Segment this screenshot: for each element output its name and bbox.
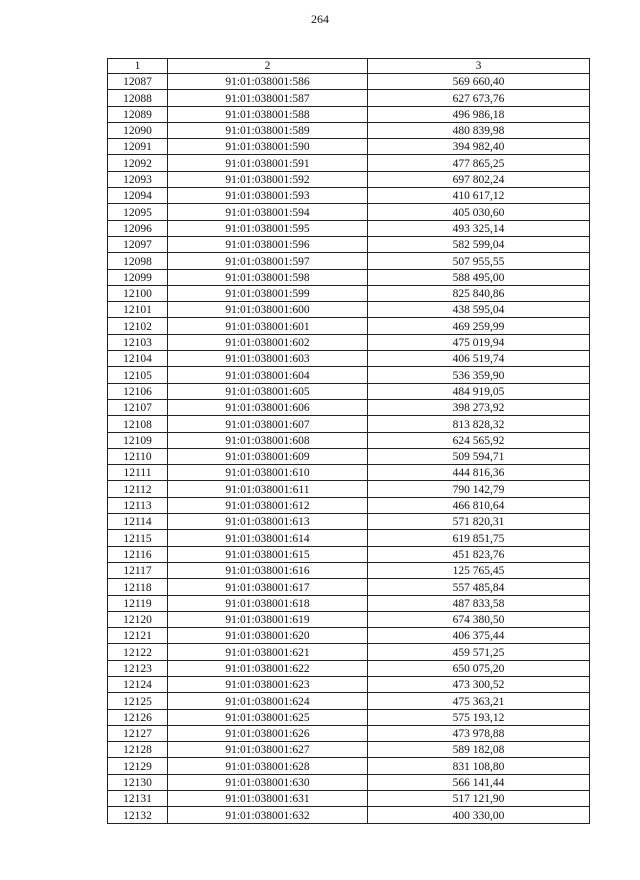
cadastral-value-cell: 487 833,58 [368,595,590,611]
cadastral-value-cell: 405 030,60 [368,204,590,220]
table-row [108,367,590,383]
table-row [108,481,590,497]
cadastral-value-cell: 493 325,14 [368,220,590,236]
cadastral-number-cell: 91:01:038001:623 [168,676,368,692]
row-number-cell: 12125 [108,693,168,709]
cadastral-number-cell: 91:01:038001:628 [168,758,368,774]
cadastral-number-cell: 91:01:038001:622 [168,660,368,676]
cadastral-number-cell: 91:01:038001:604 [168,367,368,383]
table-row [108,514,590,530]
cadastral-value-cell: 557 485,84 [368,579,590,595]
table-row [108,579,590,595]
cadastral-value-cell: 480 839,98 [368,122,590,138]
cadastral-number-cell: 91:01:038001:616 [168,562,368,578]
row-number-cell: 12114 [108,514,168,530]
cadastral-number-cell: 91:01:038001:586 [168,74,368,90]
table-row [108,725,590,741]
cadastral-number-cell: 91:01:038001:594 [168,204,368,220]
cadastral-value-cell: 619 851,75 [368,530,590,546]
table-row [108,220,590,236]
row-number-cell: 12089 [108,106,168,122]
row-number-cell: 12090 [108,122,168,138]
row-number-cell: 12105 [108,367,168,383]
row-number-cell: 12102 [108,318,168,334]
cadastral-number-cell: 91:01:038001:618 [168,595,368,611]
cadastral-number-cell: 91:01:038001:598 [168,269,368,285]
table-row [108,188,590,204]
table-row [108,90,590,106]
cadastral-value-cell: 813 828,32 [368,416,590,432]
cadastral-value-cell: 517 121,90 [368,791,590,807]
cadastral-number-cell: 91:01:038001:607 [168,416,368,432]
table-row [108,285,590,301]
cadastral-value-cell: 444 816,36 [368,465,590,481]
column-header-3: 3 [368,59,590,74]
row-number-cell: 12126 [108,709,168,725]
cadastral-value-cell: 496 986,18 [368,106,590,122]
cadastral-value-cell: 569 660,40 [368,74,590,90]
cadastral-number-cell: 91:01:038001:608 [168,432,368,448]
cadastral-number-cell: 91:01:038001:595 [168,220,368,236]
row-number-cell: 12127 [108,725,168,741]
row-number-cell: 12116 [108,546,168,562]
row-number-cell: 12108 [108,416,168,432]
row-number-cell: 12096 [108,220,168,236]
cadastral-number-cell: 91:01:038001:610 [168,465,368,481]
cadastral-number-cell: 91:01:038001:631 [168,791,368,807]
table-row [108,171,590,187]
table-row [108,530,590,546]
row-number-cell: 12104 [108,351,168,367]
cadastral-value-cell: 394 982,40 [368,139,590,155]
table-row [108,155,590,171]
table-row [108,628,590,644]
cadastral-value-cell: 575 193,12 [368,709,590,725]
table-row [108,253,590,269]
row-number-cell: 12122 [108,644,168,660]
row-number-cell: 12130 [108,774,168,790]
cadastral-number-cell: 91:01:038001:589 [168,122,368,138]
cadastral-value-cell: 566 141,44 [368,774,590,790]
cadastral-value-cell: 509 594,71 [368,448,590,464]
row-number-cell: 12092 [108,155,168,171]
row-number-cell: 12107 [108,399,168,415]
cadastral-number-cell: 91:01:038001:592 [168,171,368,187]
table-header-row [108,59,590,74]
cadastral-number-cell: 91:01:038001:600 [168,302,368,318]
row-number-cell: 12094 [108,188,168,204]
cadastral-number-cell: 91:01:038001:626 [168,725,368,741]
column-header-1: 1 [108,59,168,74]
cadastral-number-cell: 91:01:038001:614 [168,530,368,546]
row-number-cell: 12100 [108,285,168,301]
cadastral-value-cell: 406 375,44 [368,628,590,644]
cadastral-value-cell: 459 571,25 [368,644,590,660]
table-row [108,448,590,464]
cadastral-number-cell: 91:01:038001:596 [168,236,368,252]
cadastral-number-cell: 91:01:038001:602 [168,334,368,350]
cadastral-value-cell: 398 273,92 [368,399,590,415]
cadastral-number-cell: 91:01:038001:597 [168,253,368,269]
table-row [108,204,590,220]
cadastral-number-cell: 91:01:038001:590 [168,139,368,155]
table-row [108,497,590,513]
cadastral-number-cell: 91:01:038001:619 [168,611,368,627]
cadastral-number-cell: 91:01:038001:591 [168,155,368,171]
table-row [108,676,590,692]
table-row [108,383,590,399]
cadastral-value-cell: 469 259,99 [368,318,590,334]
cadastral-value-cell: 697 802,24 [368,171,590,187]
cadastral-value-cell: 790 142,79 [368,481,590,497]
column-header-2: 2 [168,59,368,74]
row-number-cell: 12112 [108,481,168,497]
table-row [108,432,590,448]
table-row [108,693,590,709]
table-body [108,74,590,824]
table-row [108,318,590,334]
row-number-cell: 12110 [108,448,168,464]
table-row [108,122,590,138]
cadastral-number-cell: 91:01:038001:605 [168,383,368,399]
cadastral-number-cell: 91:01:038001:588 [168,106,368,122]
row-number-cell: 12091 [108,139,168,155]
row-number-cell: 12093 [108,171,168,187]
table-row [108,709,590,725]
table-row [108,546,590,562]
cadastral-number-cell: 91:01:038001:609 [168,448,368,464]
row-number-cell: 12118 [108,579,168,595]
row-number-cell: 12099 [108,269,168,285]
table-row [108,595,590,611]
table-row [108,399,590,415]
cadastral-value-cell: 624 565,92 [368,432,590,448]
cadastral-number-cell: 91:01:038001:615 [168,546,368,562]
registry-table [107,58,590,824]
row-number-cell: 12120 [108,611,168,627]
row-number-cell: 12129 [108,758,168,774]
row-number-cell: 12119 [108,595,168,611]
row-number-cell: 12131 [108,791,168,807]
cadastral-value-cell: 484 919,05 [368,383,590,399]
table-row [108,302,590,318]
row-number-cell: 12109 [108,432,168,448]
table-row [108,611,590,627]
page-number: 264 [311,12,329,26]
cadastral-value-cell: 410 617,12 [368,188,590,204]
cadastral-value-cell: 588 495,00 [368,269,590,285]
row-number-cell: 12106 [108,383,168,399]
cadastral-value-cell: 125 765,45 [368,562,590,578]
row-number-cell: 12132 [108,807,168,823]
cadastral-value-cell: 825 840,86 [368,285,590,301]
cadastral-number-cell: 91:01:038001:613 [168,514,368,530]
cadastral-number-cell: 91:01:038001:630 [168,774,368,790]
row-number-cell: 12111 [108,465,168,481]
cadastral-number-cell: 91:01:038001:611 [168,481,368,497]
cadastral-number-cell: 91:01:038001:601 [168,318,368,334]
cadastral-value-cell: 475 363,21 [368,693,590,709]
row-number-cell: 12103 [108,334,168,350]
table-row [108,562,590,578]
cadastral-number-cell: 91:01:038001:624 [168,693,368,709]
table-row [108,106,590,122]
cadastral-value-cell: 400 330,00 [368,807,590,823]
cadastral-value-cell: 582 599,04 [368,236,590,252]
cadastral-number-cell: 91:01:038001:587 [168,90,368,106]
row-number-cell: 12121 [108,628,168,644]
cadastral-value-cell: 473 300,52 [368,676,590,692]
cadastral-value-cell: 451 823,76 [368,546,590,562]
cadastral-value-cell: 475 019,94 [368,334,590,350]
cadastral-number-cell: 91:01:038001:632 [168,807,368,823]
cadastral-number-cell: 91:01:038001:617 [168,579,368,595]
cadastral-number-cell: 91:01:038001:612 [168,497,368,513]
table-row [108,74,590,90]
cadastral-value-cell: 571 820,31 [368,514,590,530]
table-row [108,269,590,285]
row-number-cell: 12128 [108,742,168,758]
cadastral-number-cell: 91:01:038001:620 [168,628,368,644]
table-row [108,465,590,481]
cadastral-value-cell: 627 673,76 [368,90,590,106]
row-number-cell: 12098 [108,253,168,269]
table-row [108,644,590,660]
row-number-cell: 12088 [108,90,168,106]
cadastral-value-cell: 650 075,20 [368,660,590,676]
cadastral-value-cell: 466 810,64 [368,497,590,513]
table-row [108,742,590,758]
row-number-cell: 12087 [108,74,168,90]
table-row [108,791,590,807]
cadastral-value-cell: 406 519,74 [368,351,590,367]
table-row [108,416,590,432]
cadastral-value-cell: 536 359,90 [368,367,590,383]
table-row [108,236,590,252]
cadastral-value-cell: 589 182,08 [368,742,590,758]
table-row [108,807,590,823]
row-number-cell: 12124 [108,676,168,692]
cadastral-value-cell: 507 955,55 [368,253,590,269]
row-number-cell: 12095 [108,204,168,220]
table-row [108,334,590,350]
table-row [108,351,590,367]
row-number-cell: 12123 [108,660,168,676]
row-number-cell: 12097 [108,236,168,252]
table-row [108,758,590,774]
cadastral-number-cell: 91:01:038001:599 [168,285,368,301]
cadastral-number-cell: 91:01:038001:606 [168,399,368,415]
cadastral-number-cell: 91:01:038001:625 [168,709,368,725]
cadastral-value-cell: 831 108,80 [368,758,590,774]
table-row [108,139,590,155]
row-number-cell: 12101 [108,302,168,318]
table-row [108,774,590,790]
cadastral-value-cell: 477 865,25 [368,155,590,171]
table-row [108,660,590,676]
cadastral-value-cell: 438 595,04 [368,302,590,318]
cadastral-value-cell: 674 380,50 [368,611,590,627]
cadastral-number-cell: 91:01:038001:627 [168,742,368,758]
row-number-cell: 12117 [108,562,168,578]
cadastral-number-cell: 91:01:038001:621 [168,644,368,660]
row-number-cell: 12115 [108,530,168,546]
row-number-cell: 12113 [108,497,168,513]
cadastral-number-cell: 91:01:038001:603 [168,351,368,367]
cadastral-value-cell: 473 978,88 [368,725,590,741]
cadastral-number-cell: 91:01:038001:593 [168,188,368,204]
